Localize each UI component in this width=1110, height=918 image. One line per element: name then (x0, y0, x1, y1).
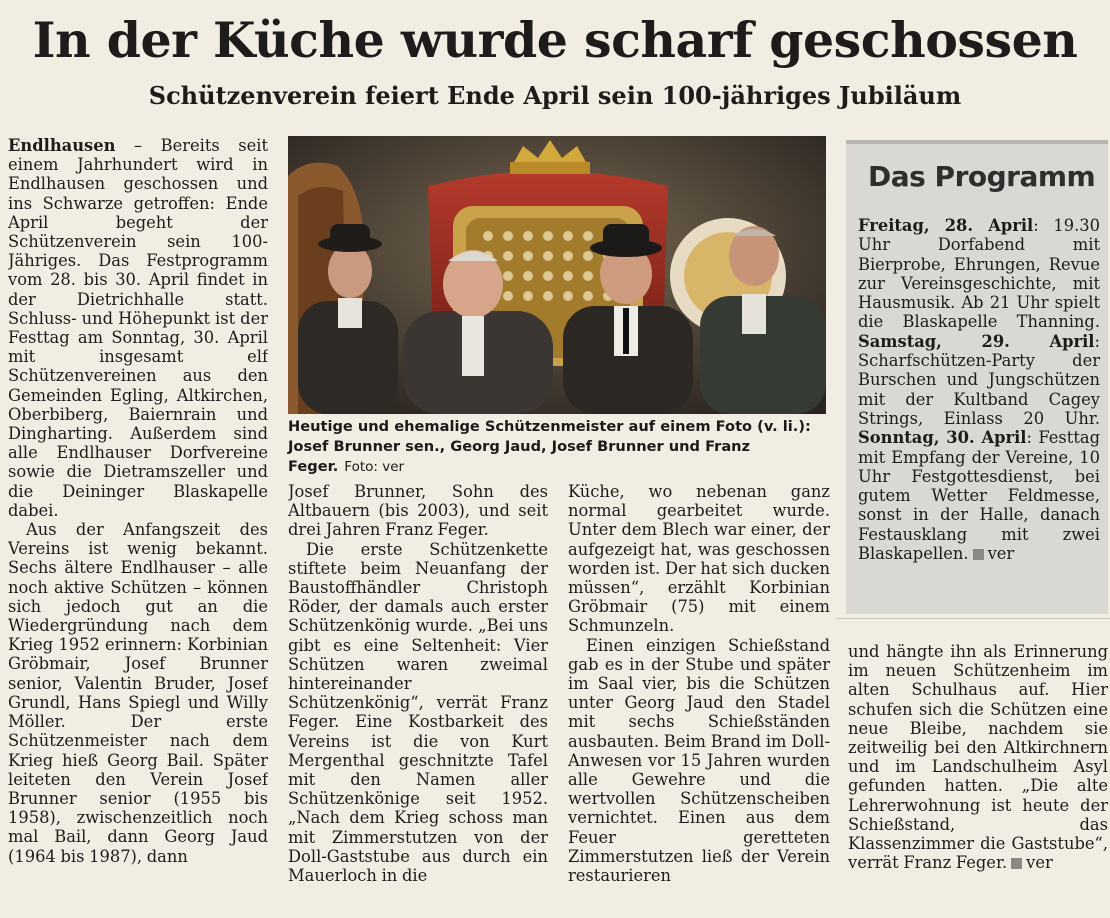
program-title: Das Programm (868, 160, 1096, 193)
article-paragraph: Aus der Anfangszeit des Vereins ist wenig bekannt. Sechs ältere Endlhauser – alle noch aktive Schützen – können sich jedoch gut an die Wiedergründung nach dem Krieg 1952 erinnern: Korbinian Gröbmair, Josef Brunner senior, Valentin Bruder, Josef Grundl, Hans Spiegl und Willy Möller. Der erste Schützenmeister nach dem Krieg hieß Georg Bail. Später leiteten den Verein Josef Brunner senior (1955 bis 1958), zwischenzeitlich noch mal Bail, dann Georg Jaud (1964 bis 1987), dann (8, 520, 268, 866)
program-entry: : 19.30 Uhr Dorfabend mit Bierprobe, Ehrungen, Revue zur Vereinsgeschichte, mit Hausmusik. Ab 21 Uhr spielt die Blaskapelle Thanning. (858, 216, 1100, 332)
program-day: Sonntag, 30. April (858, 428, 1027, 448)
column-divider (836, 618, 1110, 619)
photo-credit: Foto: ver (344, 459, 405, 475)
group-photo (288, 136, 826, 414)
article-subheadline: Schützenverein feiert Ende April sein 100-jähriges Jubiläum (148, 81, 962, 110)
article-paragraph (8, 136, 268, 520)
photo-illustration (288, 136, 826, 414)
program-text (858, 216, 1100, 563)
article-paragraph: Die erste Schützenkette stiftete beim Neuanfang der Baustoffhändler Christoph Röder, der damals auch erster Schützenkönig wurde. „Bei uns gibt es eine Seltenheit: Vier Schützen waren zweimal hintereinander Schützenkönig“, verrät Franz Feger. Eine Kostbarkeit des Vereins ist die von Kurt Mergenthal geschnitzte Tafel mit den Namen aller Schützenkönige seit 1952. „Nach dem Krieg schoss man mit Zimmerstutzen von der Doll-Gaststube aus durch ein Mauerloch in die (288, 539, 548, 886)
author-sign: ver (1026, 853, 1053, 873)
article-column-4 (848, 642, 1108, 918)
program-entry: : Scharfschützen-Party der Burschen und Jungschützen mit der Kultband Cagey Strings, Einlass 20 Uhr. (858, 331, 1100, 428)
paragraph-text: – Bereits seit einem Jahrhundert wird in Endlhausen geschossen und ins Schwarze getroffen: Ende April begeht der Schützenverein sein 100-Jähriges. Das Festprogramm vom 28. bis 30. April findet in der Dietrichhalle statt. Schluss- und Höhepunkt ist der Festtag am Sonntag, 30. April mit insgesamt elf Schützenvereinen aus den Gemeinden Egling, Altkirchen, Oberbiberg, Baiernrain und Dingharting. Außerdem sind alle Endlhauser Dorfvereine sowie die Dietramszeller und die Deininger Blaskapelle dabei. (8, 136, 268, 520)
photo-caption (288, 417, 828, 477)
author-sign: ver (987, 544, 1015, 564)
article-paragraph: Einen einzigen Schießstand gab es in der Stube und später im Saal vier, bis die Schützen unter Georg Jaud den Stadel mit sechs Schießständen ausbauten. Beim Brand im Doll-Anwesen vor 15 Jahren wurden alle Gewehre und die wertvollen Schützenscheiben vernichtet. Einen aus dem Feuer geretteten Zimmerstutzen ließ der Verein restaurieren (568, 635, 830, 886)
program-day: Freitag, 28. April (858, 216, 1034, 235)
article-headline: In der Küche wurde scharf geschossen (32, 11, 1078, 69)
article-column-1 (8, 136, 268, 918)
end-mark-icon (1011, 858, 1022, 869)
article-column-2 (288, 482, 548, 918)
program-day: Samstag, 29. April (858, 331, 1095, 351)
article-paragraph: Josef Brunner, Sohn des Altbauern (bis 2003), und seit drei Jahren Franz Feger. (288, 482, 548, 540)
program-entry: : Festtag mit Empfang der Vereine, 10 Uhr Festgottesdienst, bei gutem Wetter Feldmesse, sonst in der Halle, danach Festausklang mit zwei Blaskapellen. (858, 428, 1100, 564)
paragraph-text: und hängte ihn als Erinnerung im neuen Schützenheim im alten Schulhaus auf. Hier schufen sich die Schützen eine neue Bleibe, nachdem sie zeitweilig bei den Altkirchnern und im Landschulheim Asyl gefunden hatten. „Die alte Lehrerwohnung ist heute der Schießstand, das Klassenzimmer die Gaststube“, verrät Franz Feger. (848, 642, 1108, 873)
caption-text: Heutige und ehemalige Schützenmeister auf einem Foto (v. li.): Josef Brunner sen., Georg Jaud, Josef Brunner und Franz Feger. (288, 418, 811, 475)
article-paragraph: Küche, wo nebenan ganz normal gearbeitet wurde. Unter dem Blech war einer, der aufgezeigt hat, was geschossen worden ist. Der hat sich ducken müssen“, erzählt Korbinian Gröbmair (75) mit einem Schmunzeln. (568, 482, 830, 636)
article-paragraph (848, 642, 1108, 872)
program-box (846, 140, 1108, 614)
article-column-3 (568, 482, 830, 918)
dateline: Endlhausen (8, 136, 116, 155)
end-mark-icon (973, 549, 984, 560)
